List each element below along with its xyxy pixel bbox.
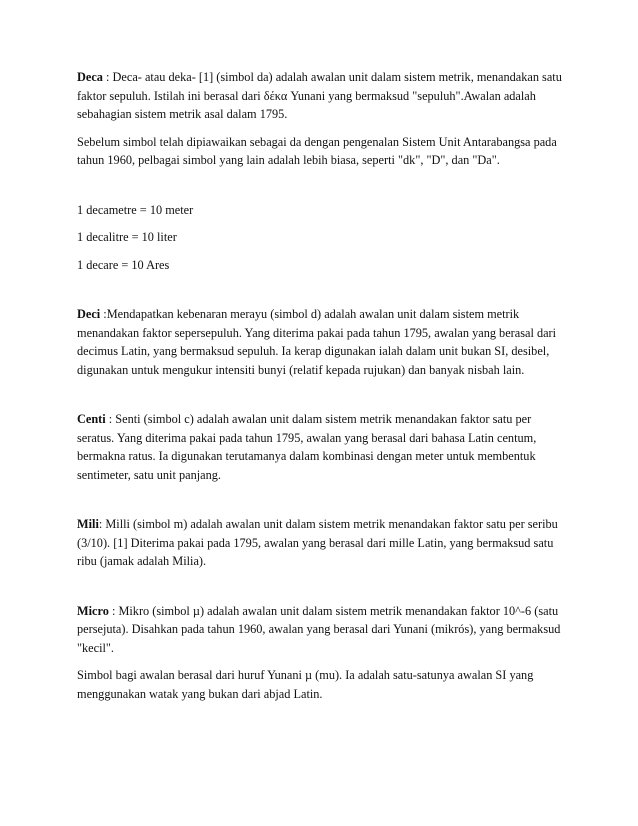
mili-definition: : Milli (simbol m) adalah awalan unit dalam sistem metrik menandakan faktor satu per seribu (3/10). [1] Diterima pakai pada 1795, awalan yang berasal dari mille Latin, yang bermaksud satu ribu (jamak adalah Milia). xyxy=(77,517,558,568)
centi-definition: : Senti (simbol c) adalah awalan unit dalam sistem metrik menandakan faktor satu per seratus. Yang diterima pakai pada tahun 1795, awalan yang berasal dari bahasa Latin centum, bermakna ratus. Ia digunakan terutamanya dalam kombinasi dengan meter untuk membentuk sentimeter, satu unit panjang. xyxy=(77,412,537,482)
deca-unit-line: 1 decalitre = 10 liter xyxy=(77,230,177,244)
document-body xyxy=(77,68,567,703)
micro-definition: : Mikro (simbol µ) adalah awalan unit dalam sistem metrik menandakan faktor 10^-6 (satu persejuta). Disahkan pada tahun 1960, awalan yang berasal dari Yunani (mikrós), yang bermaksud "kecil". xyxy=(77,603,561,655)
deca-unit-line: 1 decametre = 10 meter xyxy=(77,202,194,217)
micro-paragraph xyxy=(77,602,567,658)
deca-unit-line: 1 decare = 10 Ares xyxy=(77,257,170,272)
deca-term: Deca xyxy=(77,70,103,84)
micro-symbol-paragraph: Simbol bagi awalan berasal dari huruf Yunani µ (mu). Ia adalah satu-satunya awalan SI yang menggunakan watak yang bukan dari abjad Latin. xyxy=(77,668,534,701)
micro-term: Micro xyxy=(77,603,109,618)
deca-definition: : Deca- atau deka- [1] (simbol da) adalah awalan unit dalam sistem metrik, menandakan satu faktor sepuluh. Istilah ini berasal dari δέκα Yunani yang bermaksud "sepuluh".Awalan adalah sebahagian sistem metrik asal dalam 1795. xyxy=(77,70,562,121)
centi-paragraph xyxy=(77,410,567,484)
mili-term: Mili xyxy=(77,517,99,531)
deca-paragraph xyxy=(77,68,567,124)
deci-paragraph xyxy=(77,305,567,379)
deca-symbol-paragraph: Sebelum simbol telah dipiawaikan sebagai da dengan pengenalan Sistem Unit Antarabangsa pada tahun 1960, pelbagai simbol yang lain adalah lebih biasa, seperti "dk", "D", dan "Da". xyxy=(77,134,557,167)
centi-term: Centi xyxy=(77,412,106,426)
deci-term: Deci xyxy=(77,307,101,321)
mili-paragraph xyxy=(77,515,567,571)
deci-definition: :Mendapatkan kebenaran merayu (simbol d) adalah awalan unit dalam sistem metrik menandakan faktor sepersepuluh. Yang diterima pakai pada tahun 1795, awalan yang berasal dari decimus Latin, yang bermaksud sepuluh. Ia kerap digunakan ialah dalam unit bukan SI, desibel, digunakan untuk mengukur intensiti bunyi (relatif kepada rujukan) dan banyak nisbah lain. xyxy=(77,307,557,377)
